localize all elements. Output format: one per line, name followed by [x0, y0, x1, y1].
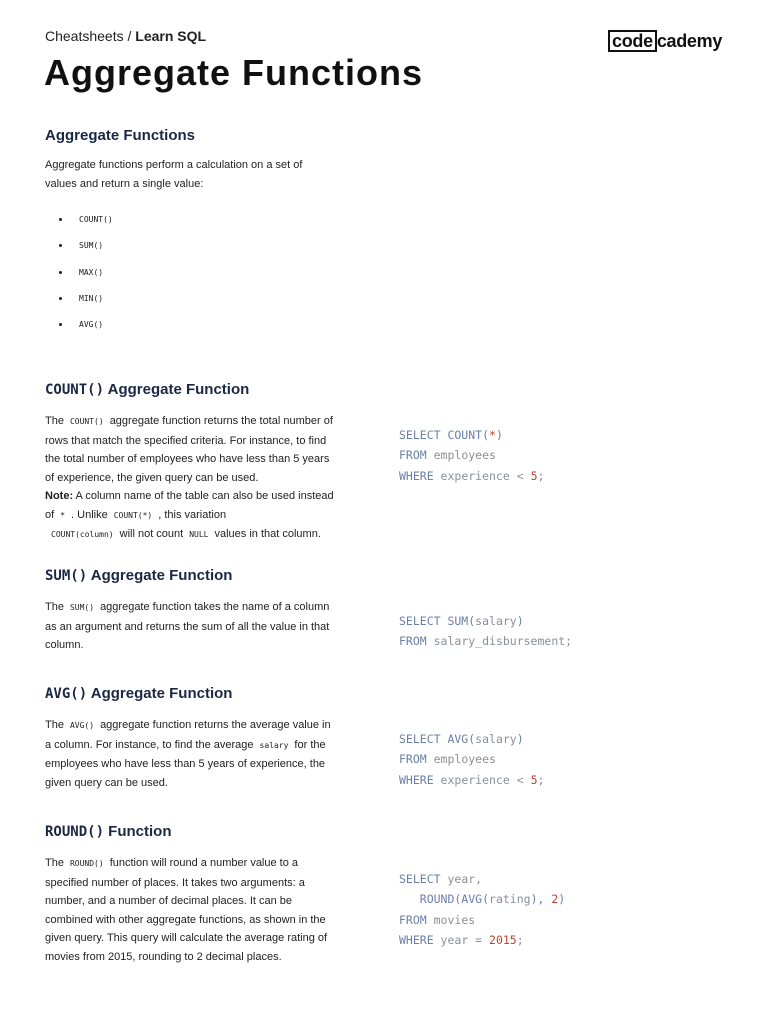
sum-heading-text: Aggregate Function — [87, 567, 233, 584]
round-section — [45, 823, 335, 966]
inline-code: COUNT(*) — [113, 510, 153, 520]
inline-code: SUM() — [69, 603, 95, 612]
function-name: SUM() — [79, 241, 104, 251]
round-description: The ROUND() function will round a number value to a specified number of places. It takes two arguments: a number, and a number of decimal places. It can be combined with other aggregate functions, as shown in the given query. This query will calculate the average rating of movies from 2015, rounding to 2 decimal places. — [45, 857, 328, 963]
sum-heading — [45, 567, 335, 584]
function-name: MAX() — [79, 267, 104, 277]
logo-text: cademy — [656, 31, 723, 51]
count-heading-text: Aggregate Function — [104, 381, 250, 398]
avg-heading — [45, 685, 335, 702]
intro-section — [45, 127, 335, 338]
avg-description: The AVG() aggregate function returns the average value in a column. For instance, to find the average salary for the employees who have less than 5 years of experience, the given query can be used. — [45, 719, 331, 789]
avg-code-block: SELECT AVG(salary) FROM employees WHERE experience < 5; — [399, 732, 545, 787]
avg-heading-code: AVG() — [45, 686, 88, 702]
bullet-icon — [59, 323, 62, 326]
count-heading-code: COUNT() — [45, 382, 105, 398]
count-section — [45, 381, 335, 545]
inline-code: salary — [259, 740, 289, 750]
list-item — [45, 260, 335, 286]
function-name: AVG() — [79, 320, 104, 330]
intro-heading: Aggregate Functions — [45, 127, 196, 144]
list-item — [45, 233, 335, 259]
inline-code: * — [60, 510, 66, 520]
list-item — [45, 207, 335, 233]
avg-heading-text: Aggregate Function — [87, 685, 233, 702]
count-description: The COUNT() aggregate function returns the total number of rows that match the specified criteria. For instance, to find the total number of employees who have less than 5 years of experience, the given query can be used. Note: A column name of the table can also be used instead of * . Unlike COUNT(*) , this variation COUNT(column) will not count NULL values in that column. — [45, 415, 334, 540]
bullet-icon — [59, 297, 62, 300]
inline-code: ROUND() — [69, 859, 104, 868]
logo-code-box: code — [608, 30, 657, 52]
sum-code-block: SELECT SUM(salary) FROM salary_disbursement; — [399, 614, 573, 649]
inline-code: AVG() — [69, 721, 95, 730]
sum-section — [45, 567, 335, 655]
count-code-block: SELECT COUNT(*) FROM employees WHERE experience < 5; — [399, 428, 545, 483]
sum-heading-code: SUM() — [45, 568, 88, 584]
bullet-icon — [59, 244, 62, 247]
list-item — [45, 312, 335, 338]
inline-code: COUNT() — [69, 417, 104, 426]
inline-code: NULL — [189, 530, 209, 539]
bullet-icon — [59, 218, 62, 221]
function-name: COUNT() — [79, 215, 113, 224]
codecademy-logo[interactable] — [608, 30, 722, 52]
round-code-block: SELECT year, ROUND(AVG(rating), 2) FROM movies WHERE year = 2015; — [399, 872, 566, 947]
sum-description: The SUM() aggregate function takes the name of a column as an argument and returns the sum of all the value in that column. — [45, 601, 330, 651]
intro-text: Aggregate functions perform a calculation on a set of values and return a single value: — [45, 159, 303, 190]
round-heading-code: ROUND() — [45, 824, 105, 840]
breadcrumb-parent-link[interactable]: Cheatsheets / — [45, 28, 132, 44]
round-heading — [45, 823, 335, 840]
avg-section — [45, 685, 335, 792]
function-name: MIN() — [79, 293, 104, 303]
count-heading — [45, 381, 335, 398]
page-title: Aggregate Functions — [44, 52, 424, 93]
round-heading-text: Function — [104, 823, 172, 840]
function-list — [45, 207, 335, 338]
breadcrumb-current[interactable]: Learn SQL — [135, 28, 207, 44]
bullet-icon — [59, 271, 62, 274]
list-item — [45, 286, 335, 312]
inline-code: COUNT(column) — [51, 530, 114, 539]
note-label: Note: — [45, 490, 74, 502]
breadcrumb — [45, 28, 206, 44]
